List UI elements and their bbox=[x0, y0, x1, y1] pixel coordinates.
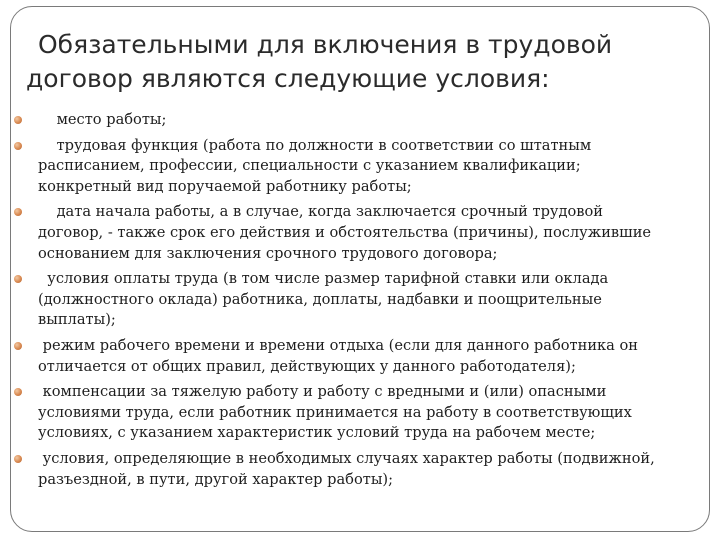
list-item bbox=[0, 269, 700, 331]
list-item-text: режим рабочего времени и времени отдыха (если для данного работника он отличается от общих правил, действующих у данного работодателя); bbox=[38, 336, 643, 375]
list-item bbox=[0, 336, 700, 377]
list-item bbox=[0, 136, 700, 198]
bullet-icon bbox=[14, 142, 22, 150]
bullet-icon bbox=[14, 208, 22, 216]
conditions-list bbox=[0, 110, 700, 495]
list-item bbox=[0, 202, 700, 264]
list-item bbox=[0, 449, 700, 490]
slide-title: Обязательными для включения в трудовой договор являются следующие условия: bbox=[26, 30, 613, 93]
bullet-icon bbox=[14, 388, 22, 396]
list-item-text: компенсации за тяжелую работу и работу с вредными и (или) опасными условиями труда, если работник принимается на работу в соответствующих условиях, с указанием характеристик условий труда на рабочем месте; bbox=[38, 383, 637, 442]
bullet-icon bbox=[14, 342, 22, 350]
bullet-icon bbox=[14, 455, 22, 463]
list-item bbox=[0, 382, 700, 444]
bullet-icon bbox=[14, 275, 22, 283]
bullet-icon bbox=[14, 116, 22, 124]
list-item-text: условия, определяющие в необходимых случаях характер работы (подвижной, разъездной, в пути, другой характер работы); bbox=[38, 449, 660, 488]
list-item-text: дата начала работы, а в случае, когда заключается срочный трудовой договор, - также срок его действия и обстоятельства (причины), послужившие основанием для заключения срочного трудового договора; bbox=[38, 203, 656, 262]
list-item bbox=[0, 110, 700, 131]
list-item-text: трудовая функция (работа по должности в соответствии со штатным расписанием, профессии, специальности с указанием квалификации; конкретный вид поручаемой работнику работы; bbox=[38, 136, 596, 195]
list-item-text: место работы; bbox=[38, 111, 167, 128]
list-item-text: условия оплаты труда (в том числе размер тарифной ставки или оклада (должностного оклада) работника, доплаты, надбавки и поощрительные выплаты); bbox=[38, 270, 613, 329]
